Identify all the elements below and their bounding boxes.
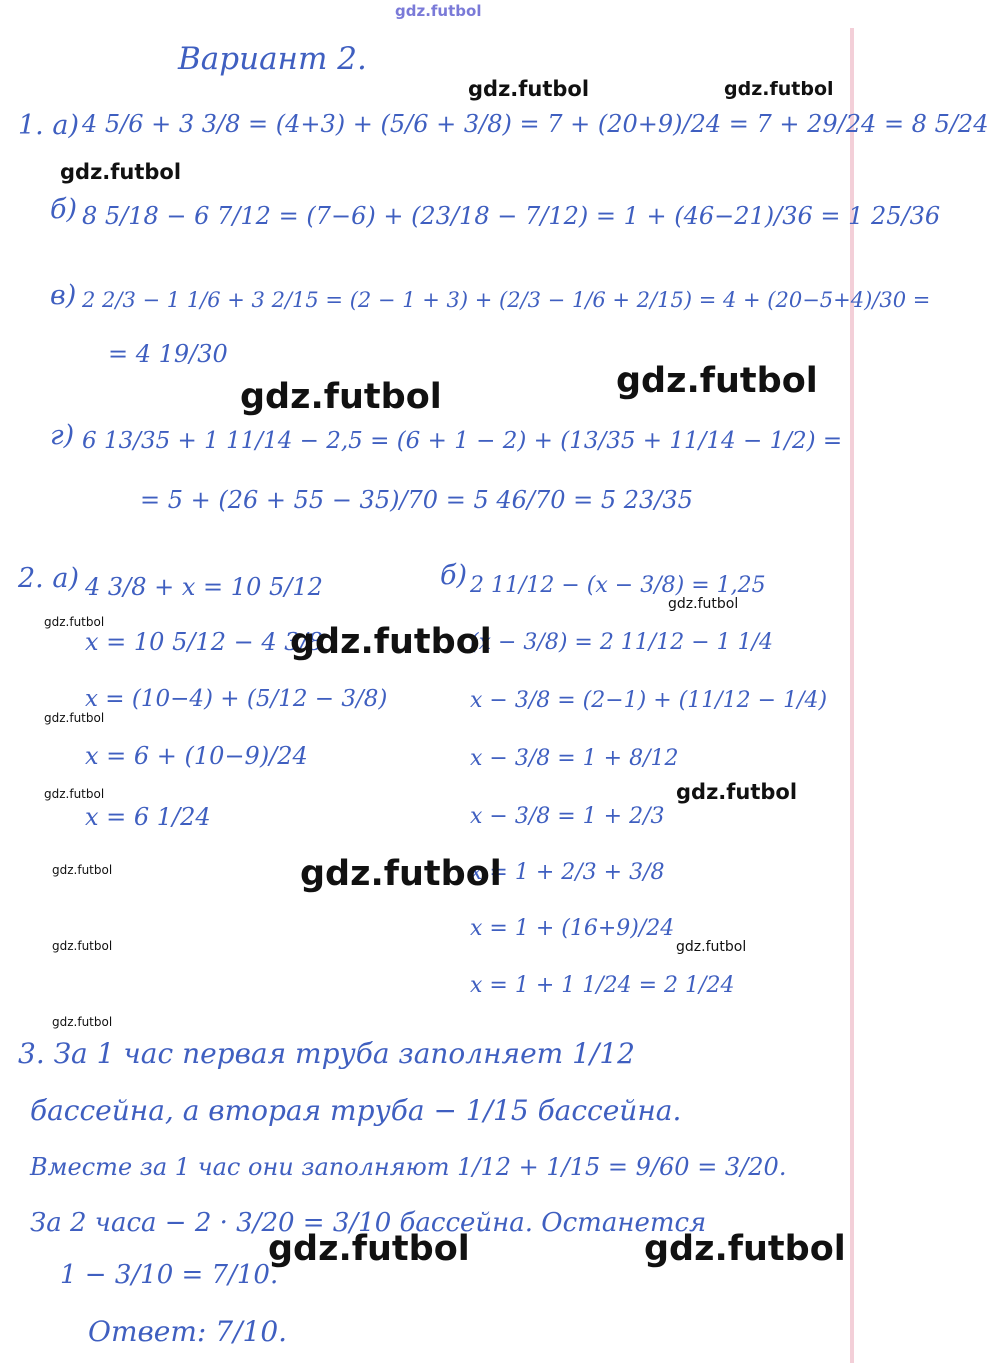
task3-line: 1 − 3/10 = 7/10.: [60, 1260, 279, 1290]
task2-b-line: x − 3/8 = 1 + 8/12: [470, 746, 679, 771]
task2-b-line: x = 1 + 1 1/24 = 2 1/24: [470, 973, 735, 998]
watermark: gdz.futbol: [268, 1229, 470, 1269]
watermark: gdz.futbol: [395, 2, 482, 20]
task2-b-label: б): [440, 560, 468, 591]
watermark: gdz.futbol: [676, 780, 798, 804]
task1-a-expression: 4 5/6 + 3 3/8 = (4+3) + (5/6 + 3/8) = 7 + (20+9)/24 = 7 + 29/24 = 8 5/24: [82, 110, 988, 138]
task1-v-result: = 4 19/30: [108, 340, 228, 368]
watermark: gdz.futbol: [644, 1229, 846, 1269]
task3-line: бассейна, а вторая труба − 1/15 бассейна.: [30, 1094, 682, 1127]
task1-g-result: = 5 + (26 + 55 − 35)/70 = 5 46/70 = 5 23/35: [140, 486, 693, 514]
task2-b-line: x = 1 + (16+9)/24: [470, 916, 675, 941]
task1-v-label: в): [50, 280, 77, 311]
task1-b-expression: 8 5/18 − 6 7/12 = (7−6) + (23/18 − 7/12) = 1 + (46−21)/36 = 1 25/36: [82, 202, 941, 230]
watermark: gdz.futbol: [44, 787, 105, 801]
task2-b-line: x − 3/8 = (2−1) + (11/12 − 1/4): [470, 688, 828, 713]
page-title: Вариант 2.: [178, 41, 367, 77]
watermark: gdz.futbol: [616, 361, 818, 401]
watermark: gdz.futbol: [44, 615, 105, 629]
task2-b-line: x = 1 + 2/3 + 3/8: [470, 860, 665, 885]
task2-a-label: 2. а): [18, 563, 79, 594]
watermark: gdz.futbol: [44, 711, 105, 725]
task1-v-expression: 2 2/3 − 1 1/6 + 3 2/15 = (2 − 1 + 3) + (2/3 − 1/6 + 2/15) = 4 + (20−5+4)/30 =: [82, 288, 931, 312]
task2-b-line: x − 3/8 = 1 + 2/3: [470, 804, 665, 829]
task3-answer: Ответ: 7/10.: [88, 1315, 288, 1348]
task1-a-label: 1. а): [18, 110, 79, 141]
watermark: gdz.futbol: [52, 939, 113, 953]
task2-a-line: x = 6 + (10−9)/24: [85, 742, 308, 770]
task1-g-label: г): [50, 420, 75, 451]
watermark: gdz.futbol: [468, 77, 590, 101]
watermark: gdz.futbol: [668, 596, 739, 612]
task2-b-line: 2 11/12 − (x − 3/8) = 1,25: [470, 573, 766, 598]
watermark: gdz.futbol: [52, 1015, 113, 1029]
watermark: gdz.futbol: [60, 160, 182, 184]
task3-line: 3. За 1 час первая труба заполняет 1/12: [18, 1037, 635, 1070]
watermark: gdz.futbol: [676, 939, 747, 955]
task2-a-line: x = 10 5/12 − 4 3/8: [85, 628, 323, 656]
task3-line: Вместе за 1 час они заполняют 1/12 + 1/15 = 9/60 = 3/20.: [30, 1153, 787, 1181]
watermark: gdz.futbol: [724, 78, 834, 100]
watermark: gdz.futbol: [52, 863, 113, 877]
watermark: gdz.futbol: [290, 622, 492, 662]
task2-a-line: 4 3/8 + x = 10 5/12: [85, 573, 323, 601]
task1-g-expression: 6 13/35 + 1 11/14 − 2,5 = (6 + 1 − 2) + (13/35 + 11/14 − 1/2) =: [82, 428, 843, 454]
task1-b-label: б): [50, 194, 78, 225]
task3-line: За 2 часа − 2 · 3/20 = 3/10 бассейна. Останется: [30, 1208, 707, 1238]
task2-a-line: x = (10−4) + (5/12 − 3/8): [85, 686, 388, 712]
task2-b-line: (x − 3/8) = 2 11/12 − 1 1/4: [470, 630, 774, 655]
watermark: gdz.futbol: [240, 377, 442, 417]
watermark: gdz.futbol: [300, 854, 502, 894]
task2-a-line: x = 6 1/24: [85, 803, 211, 831]
